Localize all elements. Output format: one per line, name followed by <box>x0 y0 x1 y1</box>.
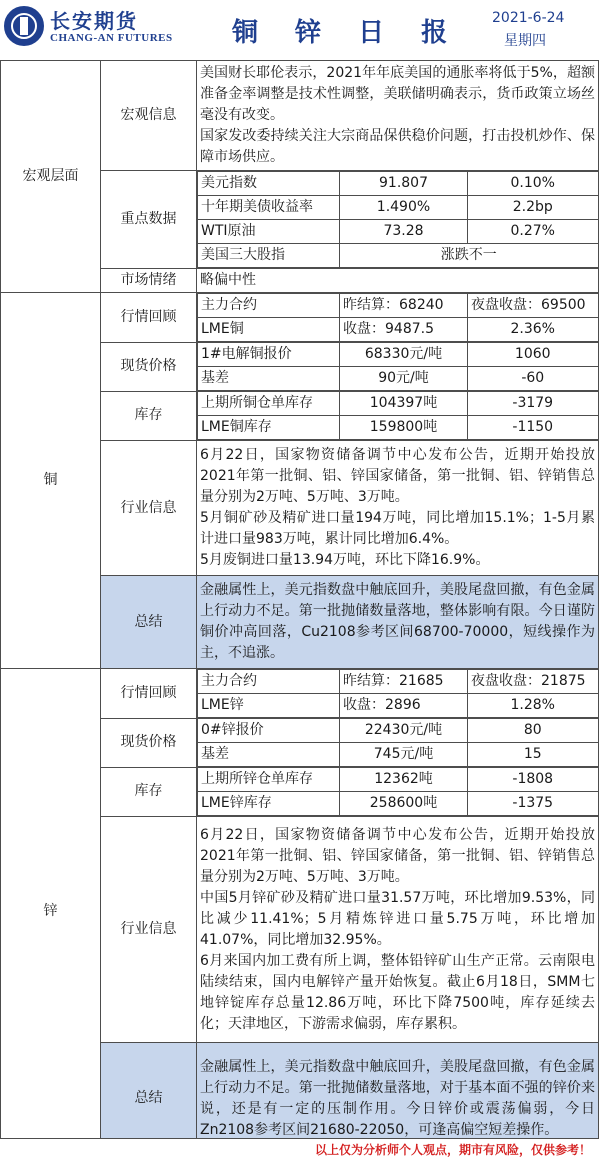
row-name-cell: LME铜库存 <box>198 416 340 440</box>
row-change-cell: -1808 <box>468 768 599 792</box>
row-value-cell: 104397吨 <box>340 392 468 416</box>
copper-industry-text <box>197 441 599 576</box>
row-value-cell: 22430元/吨 <box>340 719 468 743</box>
data-change-cell: 0.10% <box>468 172 599 196</box>
company-logo-icon <box>4 6 44 46</box>
data-value-cell: 91.807 <box>340 172 468 196</box>
stock-label: 库存 <box>101 391 197 441</box>
data-change-cell: 0.27% <box>468 220 599 244</box>
spot-label: 现货价格 <box>101 718 197 767</box>
row-change-cell: 80 <box>468 719 599 743</box>
table-row <box>198 196 599 220</box>
quote-label: 行情回顾 <box>101 293 197 343</box>
data-value-cell: 涨跌不一 <box>340 244 599 268</box>
report-table <box>0 60 599 1155</box>
data-change-cell: 2.2bp <box>468 196 599 220</box>
row-change-cell: 15 <box>468 743 599 767</box>
table-row <box>198 318 599 342</box>
row-name-cell: 主力合约 <box>198 670 340 694</box>
summary-label: 总结 <box>101 576 197 669</box>
zinc-spot-table <box>197 718 599 767</box>
disclaimer-text: 以上仅为分析师个人观点，期市有风险，仅供参考！ <box>314 1143 591 1157</box>
row-value-cell: 159800吨 <box>340 416 468 440</box>
row-value-cell: 745元/吨 <box>340 743 468 767</box>
row-value-cell: 收盘：9487.5 <box>340 318 468 342</box>
data-name-cell: WTI原油 <box>198 220 340 244</box>
industry-paragraph: 5月铜矿砂及精矿进口量194万吨，同比增加15.1%；1-5月累计进口量983万吨，累计同比增加6.4%。 <box>200 510 595 547</box>
table-row <box>198 416 599 440</box>
copper-quote-table <box>197 293 599 342</box>
table-row <box>198 244 599 268</box>
row-name-cell: 上期所铜仓单库存 <box>198 392 340 416</box>
row-change-cell: -1150 <box>468 416 599 440</box>
key-data-label: 重点数据 <box>101 171 197 269</box>
company-name-en: CHANG-AN FUTURES <box>50 32 173 44</box>
macro-info-label: 宏观信息 <box>101 61 197 171</box>
key-data-table <box>197 171 599 268</box>
industry-paragraph: 中国5月锌矿砂及精矿进口量31.57万吨，环比增加9.53%，同比减少11.41%；5月精炼锌进口量5.75万吨，环比增加41.07%，同比增加32.95%。 <box>200 889 595 948</box>
sentiment-label: 市场情绪 <box>101 269 197 293</box>
zinc-stock-table <box>197 767 599 816</box>
copper-stock-table <box>197 391 599 440</box>
report-weekday: 星期四 <box>504 33 546 49</box>
row-name-cell: 1#电解铜报价 <box>198 343 340 367</box>
data-value-cell: 1.490% <box>340 196 468 220</box>
industry-paragraph: 6月22日，国家物资储备调节中心发布公告，近期开始投放2021年第一批铜、铝、锌国家储备，第一批铜、铝、锌销售总量分别为2万吨、5万吨、3万吨。 <box>200 447 595 505</box>
industry-paragraph: 6月来国内加工费有所上调，整体铅锌矿山生产正常。云南限电陆续结束，国内电解锌产量开始恢复。截止6月18日，SMM七地锌锭库存总量12.86万吨，环比下降7500吨，库存延续去化；天津地区，下游需求偏弱，库存累积。 <box>200 952 595 1032</box>
industry-label: 行业信息 <box>101 817 197 1043</box>
table-row <box>198 719 599 743</box>
data-name-cell: 十年期美债收益率 <box>198 196 340 220</box>
row-name-cell: 主力合约 <box>198 294 340 318</box>
row-change-cell: 1060 <box>468 343 599 367</box>
table-row <box>198 343 599 367</box>
row-value-cell: 收盘：2896 <box>340 694 468 718</box>
company-name-cn: 长安期货 <box>50 9 138 33</box>
macro-info-text <box>197 61 599 171</box>
row-value-cell: 昨结算：68240 <box>340 294 468 318</box>
copper-summary-text: 金融属性上，美元指数盘中触底回升，美股尾盘回撤，有色金属上行动力不足。第一批抛储数量落地，整体影响有限。今日谨防铜价冲高回落，Cu2108参考区间68700-70000，短线操作为主，不追涨。 <box>197 576 599 669</box>
row-change-cell: 1.28% <box>468 694 599 718</box>
copper-spot-table <box>197 342 599 391</box>
report-title: 铜 锌 日 报 <box>232 18 462 48</box>
zinc-industry-text <box>197 817 599 1043</box>
macro-info-paragraph: 美国财长耶伦表示，2021年年底美国的通胀率将低于5%，超额准备金率调整是技术性调整，美联储明确表示，货币政策立场丝毫没有改变。 <box>200 65 595 123</box>
row-name-cell: 基差 <box>198 367 340 391</box>
row-name-cell: 基差 <box>198 743 340 767</box>
data-value-cell: 73.28 <box>340 220 468 244</box>
row-value-cell: 12362吨 <box>340 768 468 792</box>
industry-paragraph: 6月22日，国家物资储备调节中心发布公告，近期开始投放2021年第一批铜、铝、锌国家储备，第一批铜、铝、锌销售总量分别为2万吨、5万吨、3万吨。 <box>200 826 595 885</box>
row-change-cell: 夜盘收盘：21875 <box>468 670 599 694</box>
table-row <box>198 294 599 318</box>
data-name-cell: 美元指数 <box>198 172 340 196</box>
table-row <box>198 172 599 196</box>
row-value-cell: 昨结算：21685 <box>340 670 468 694</box>
row-change-cell: 2.36% <box>468 318 599 342</box>
section-macro: 宏观层面 <box>1 61 101 293</box>
quote-label: 行情回顾 <box>101 669 197 719</box>
table-row <box>198 792 599 816</box>
row-name-cell: LME铜 <box>198 318 340 342</box>
table-row <box>198 670 599 694</box>
sentiment-value: 略偏中性 <box>197 269 599 293</box>
report-date: 2021-6-24 <box>492 10 565 26</box>
stock-label: 库存 <box>101 767 197 817</box>
table-row <box>198 743 599 767</box>
row-name-cell: 上期所锌仓单库存 <box>198 768 340 792</box>
row-change-cell: -1375 <box>468 792 599 816</box>
row-value-cell: 68330元/吨 <box>340 343 468 367</box>
footer <box>0 1138 599 1158</box>
macro-info-paragraph: 国家发改委持续关注大宗商品保供稳价问题，打击投机炒作、保障市场供应。 <box>200 128 595 165</box>
row-change-cell: -60 <box>468 367 599 391</box>
report-header <box>0 0 599 58</box>
row-name-cell: LME锌 <box>198 694 340 718</box>
industry-label: 行业信息 <box>101 441 197 576</box>
data-name-cell: 美国三大股指 <box>198 244 340 268</box>
zinc-summary-text: 金融属性上，美元指数盘中触底回升，美股尾盘回撤，有色金属上行动力不足。第一批抛储数量落地，对于基本面不强的锌价来说，还是有一定的压制作用。今日锌价或震荡偏弱，今日Zn2108参考区间21680-22050，可逢高偏空短差操作。 <box>197 1043 599 1155</box>
row-value-cell: 258600吨 <box>340 792 468 816</box>
section-copper: 铜 <box>1 293 101 669</box>
table-row <box>198 768 599 792</box>
spot-label: 现货价格 <box>101 342 197 391</box>
table-row <box>198 694 599 718</box>
row-value-cell: 90元/吨 <box>340 367 468 391</box>
table-row <box>198 220 599 244</box>
industry-paragraph: 5月废铜进口量13.94万吨，环比下降16.9%。 <box>200 552 490 568</box>
summary-label: 总结 <box>101 1043 197 1155</box>
row-name-cell: 0#锌报价 <box>198 719 340 743</box>
row-name-cell: LME锌库存 <box>198 792 340 816</box>
table-row <box>198 392 599 416</box>
row-change-cell: -3179 <box>468 392 599 416</box>
zinc-quote-table <box>197 669 599 718</box>
row-change-cell: 夜盘收盘：69500 <box>468 294 599 318</box>
table-row <box>198 367 599 391</box>
section-zinc: 锌 <box>1 669 101 1155</box>
